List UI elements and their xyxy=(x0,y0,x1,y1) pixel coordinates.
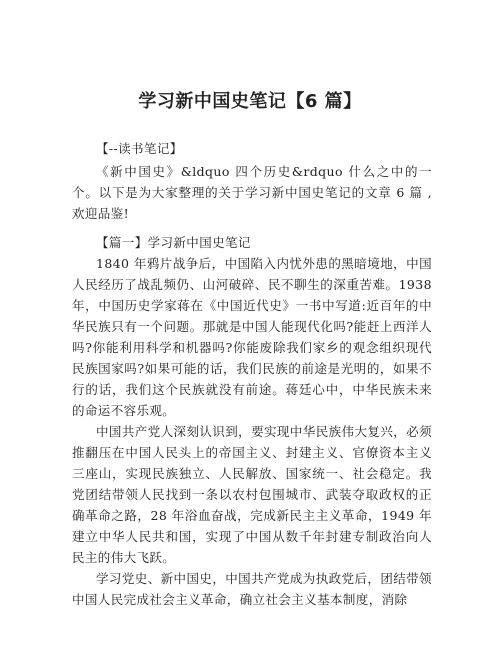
body-paragraph-3: 学习党史、新中国史，中国共产党成为执政党后，团结带领中国人民完成社会主义革命，确立社会主义基本制度，消除 xyxy=(72,571,432,607)
section-heading: 【篇一】学习新中国史笔记 xyxy=(96,235,251,250)
body-paragraph-1: 1840 年鸦片战争后，中国陷入内忧外患的黑暗境地，中国人民经历了战乱频仍、山河破碎、民不聊生的深重苦难。1938 年，中国历史学家蒋在《中国近代史》一书中写道:近百年的中华民族只有一个问题。那就是中国人能现代化吗?能赶上西洋人吗?你能利用科学和机器吗?你能废除我们家乡的观念组织现代民族国家吗?如果可能的话，我们民族的前途是光明的，如果不行的话，我们这个民族就没有前途。蒋廷心中，中华民族未来的命运不容乐观。 xyxy=(72,256,432,418)
category-note: 【--读书笔记】 xyxy=(96,141,183,156)
intro-paragraph: 《新中国史》&ldquo 四个历史&rdquo 什么之中的一个。以下是为大家整理的关于学习新中国史笔记的文章 6 篇 ,欢迎品鉴! xyxy=(72,164,432,221)
section-body xyxy=(72,253,432,610)
body-paragraph-2: 中国共产党人深刻认识到，要实现中华民族伟大复兴，必须推翻压在中国人民头上的帝国主义、封建主义、官僚资本主义三座山，实现民族独立、人民解放、国家统一、社会稳定。我党团结带领人民找到一条以农村包围城市、武装夺取政权的正确革命之路，28 年浴血奋战，完成新民主主义革命，1949 年建立中华人民共和国，实现了中国从数千年封建专制政治向人民主的伟大飞跃。 xyxy=(72,424,432,565)
document-title: 学习新中国史笔记【6 篇】 xyxy=(138,91,362,112)
